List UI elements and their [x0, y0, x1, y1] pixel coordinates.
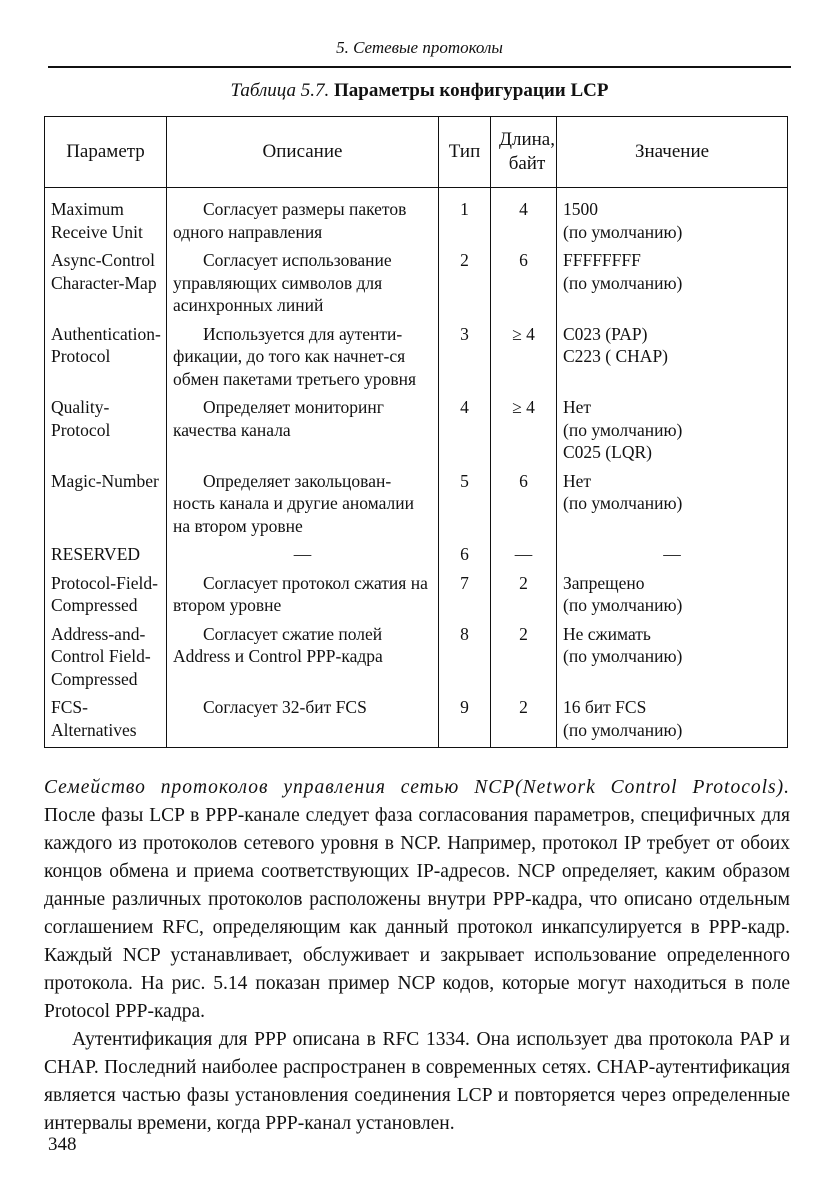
value-cell — [557, 692, 788, 748]
value-cell-line: (по умолчанию) — [563, 272, 683, 293]
value-cell-line: (по умолчанию) — [563, 595, 683, 615]
table-title: Параметры конфигурации LCP — [334, 80, 609, 101]
param-cell-line: Quality- — [51, 397, 110, 417]
description-cell: Определяет закольцован-ность канала и другие аномалии на втором уровне — [167, 466, 439, 540]
param-cell-line: Async-Control — [51, 250, 156, 270]
param-cell-line: Address-and- — [51, 623, 146, 644]
table-row — [45, 466, 788, 540]
value-cell-line: C025 (LQR) — [563, 442, 652, 462]
table-row — [45, 188, 788, 246]
description-cell: Согласует размеры пакетов одного направления — [167, 188, 439, 246]
description-cell: Согласует протокол сжатия на втором уровне — [167, 568, 439, 619]
value-cell-line: (по умолчанию) — [563, 646, 683, 666]
value-cell-line: (по умолчанию) — [563, 719, 683, 740]
param-cell-line: Control Field- — [51, 646, 151, 666]
param-cell-line: Character-Map — [51, 272, 157, 293]
param-cell — [45, 619, 167, 693]
table-row — [45, 539, 788, 568]
length-cell: 2 — [491, 692, 557, 748]
value-cell — [557, 619, 788, 693]
param-cell — [45, 245, 167, 319]
table-row — [45, 568, 788, 619]
paragraph-ncp — [44, 774, 790, 1026]
value-cell-line: Нет — [563, 470, 592, 491]
value-cell — [557, 392, 788, 466]
param-cell — [45, 466, 167, 540]
param-cell — [45, 319, 167, 393]
param-cell — [45, 692, 167, 748]
value-cell-line: — — [663, 544, 681, 564]
param-cell-line: Receive Unit — [51, 221, 143, 242]
value-cell — [557, 466, 788, 540]
value-cell-line: 1500 — [563, 199, 598, 219]
type-cell: 8 — [439, 619, 491, 693]
value-cell-line: 16 бит FCS — [563, 697, 647, 717]
value-cell-line: Не сжимать — [563, 623, 651, 644]
running-header: 5. Сетевые протоколы — [336, 38, 503, 57]
type-cell: 3 — [439, 319, 491, 393]
table-row — [45, 245, 788, 319]
value-cell — [557, 539, 788, 568]
table-row — [45, 392, 788, 466]
type-cell: 7 — [439, 568, 491, 619]
type-cell: 2 — [439, 245, 491, 319]
table-header-row — [45, 117, 788, 188]
param-cell-line: Authentication- — [51, 323, 161, 344]
param-cell-line: Protocol — [51, 419, 111, 440]
param-cell-line: Protocol-Field- — [51, 572, 158, 593]
param-cell — [45, 568, 167, 619]
header-param: Параметр — [45, 117, 167, 188]
type-cell: 9 — [439, 692, 491, 748]
length-cell: ≥ 4 — [491, 319, 557, 393]
header-type: Тип — [439, 117, 491, 188]
paragraph-auth: Аутентификация для PPP описана в RFC 1334. Она использует два протокола PAP и CHAP. Последний наиболее распространен в современных сетях. CHAP-аутентификация является частью фазы установления соединения LCP и повторяется через определенные интервалы времени, когда PPP-канал установлен. — [44, 1029, 790, 1134]
paragraph-ncp-lead: Семейство протоколов управления сетью NCP(Network Control Protocols). — [44, 777, 790, 798]
length-cell: 6 — [491, 245, 557, 319]
page-number: 348 — [48, 1134, 77, 1155]
value-cell-line: FFFFFFFF — [563, 250, 641, 270]
param-cell-line: Alternatives — [51, 719, 137, 740]
param-cell-line: Compressed — [51, 668, 138, 689]
length-cell: ≥ 4 — [491, 392, 557, 466]
table-number: Таблица 5.7. — [230, 80, 330, 101]
value-cell-line: Нет — [563, 397, 592, 417]
description-cell: — — [167, 539, 439, 568]
param-cell — [45, 539, 167, 568]
header-rule — [48, 66, 791, 68]
table-row — [45, 319, 788, 393]
value-cell — [557, 319, 788, 393]
description-cell: Согласует использование управляющих символов для асинхронных линий — [167, 245, 439, 319]
param-cell-line: Magic-Number — [51, 470, 159, 491]
paragraph-ncp-text: После фазы LCP в PPP-канале следует фаза согласования параметров, специфичных для каждого из протоколов сетевого уровня в NCP. Например, протокол IP требует от обоих концов обмена и приема соответствующих IP-адресов. NCP определяет, каким образом данные различных протоколов расположены внутри PPP-кадра, что описано отдельным соглашением RFC, определяющим как данный протокол инкапсулируется в PPP-кадр. Каждый NCP устанавливает, обслуживает и закрывает использование определенного протокола. На рис. 5.14 показан пример NCP кодов, которые могут находиться в поле Protocol PPP-кадра. — [44, 805, 790, 1022]
body-text — [44, 774, 790, 1138]
type-cell: 4 — [439, 392, 491, 466]
description-cell: Согласует 32-бит FCS — [167, 692, 439, 748]
header-desc: Описание — [167, 117, 439, 188]
length-cell: 2 — [491, 619, 557, 693]
length-cell: — — [491, 539, 557, 568]
header-length — [491, 117, 557, 188]
header-length-label: Длина, байт — [499, 129, 555, 174]
param-cell-line: FCS- — [51, 697, 88, 717]
description-cell: Определяет мониторинг качества канала — [167, 392, 439, 466]
param-cell-line: Protocol — [51, 346, 111, 366]
length-cell: 4 — [491, 188, 557, 246]
value-cell-line: C023 (PAP) — [563, 323, 648, 344]
type-cell: 1 — [439, 188, 491, 246]
table-row — [45, 619, 788, 693]
value-cell-line: Запрещено — [563, 572, 645, 593]
table-caption — [48, 80, 791, 102]
value-cell-line: (по умолчанию) — [563, 221, 683, 242]
header-value: Значение — [557, 117, 788, 188]
param-cell-line: Compressed — [51, 595, 138, 615]
param-cell-line: RESERVED — [51, 544, 141, 564]
description-cell: Согласует сжатие полей Address и Control PPP-кадра — [167, 619, 439, 693]
value-cell-line: (по умолчанию) — [563, 493, 683, 513]
type-cell: 6 — [439, 539, 491, 568]
param-cell — [45, 392, 167, 466]
value-cell — [557, 188, 788, 246]
value-cell — [557, 245, 788, 319]
value-cell — [557, 568, 788, 619]
length-cell: 6 — [491, 466, 557, 540]
type-cell: 5 — [439, 466, 491, 540]
description-cell: Используется для аутенти-фикации, до того как начнет-ся обмен пакетами третьего уровня — [167, 319, 439, 393]
value-cell-line: C223 ( CHAP) — [563, 346, 669, 366]
value-cell-line: (по умолчанию) — [563, 419, 683, 440]
length-cell: 2 — [491, 568, 557, 619]
param-cell — [45, 188, 167, 246]
table-row — [45, 692, 788, 748]
lcp-parameters-table — [44, 116, 788, 748]
param-cell-line: Maximum — [51, 199, 124, 219]
